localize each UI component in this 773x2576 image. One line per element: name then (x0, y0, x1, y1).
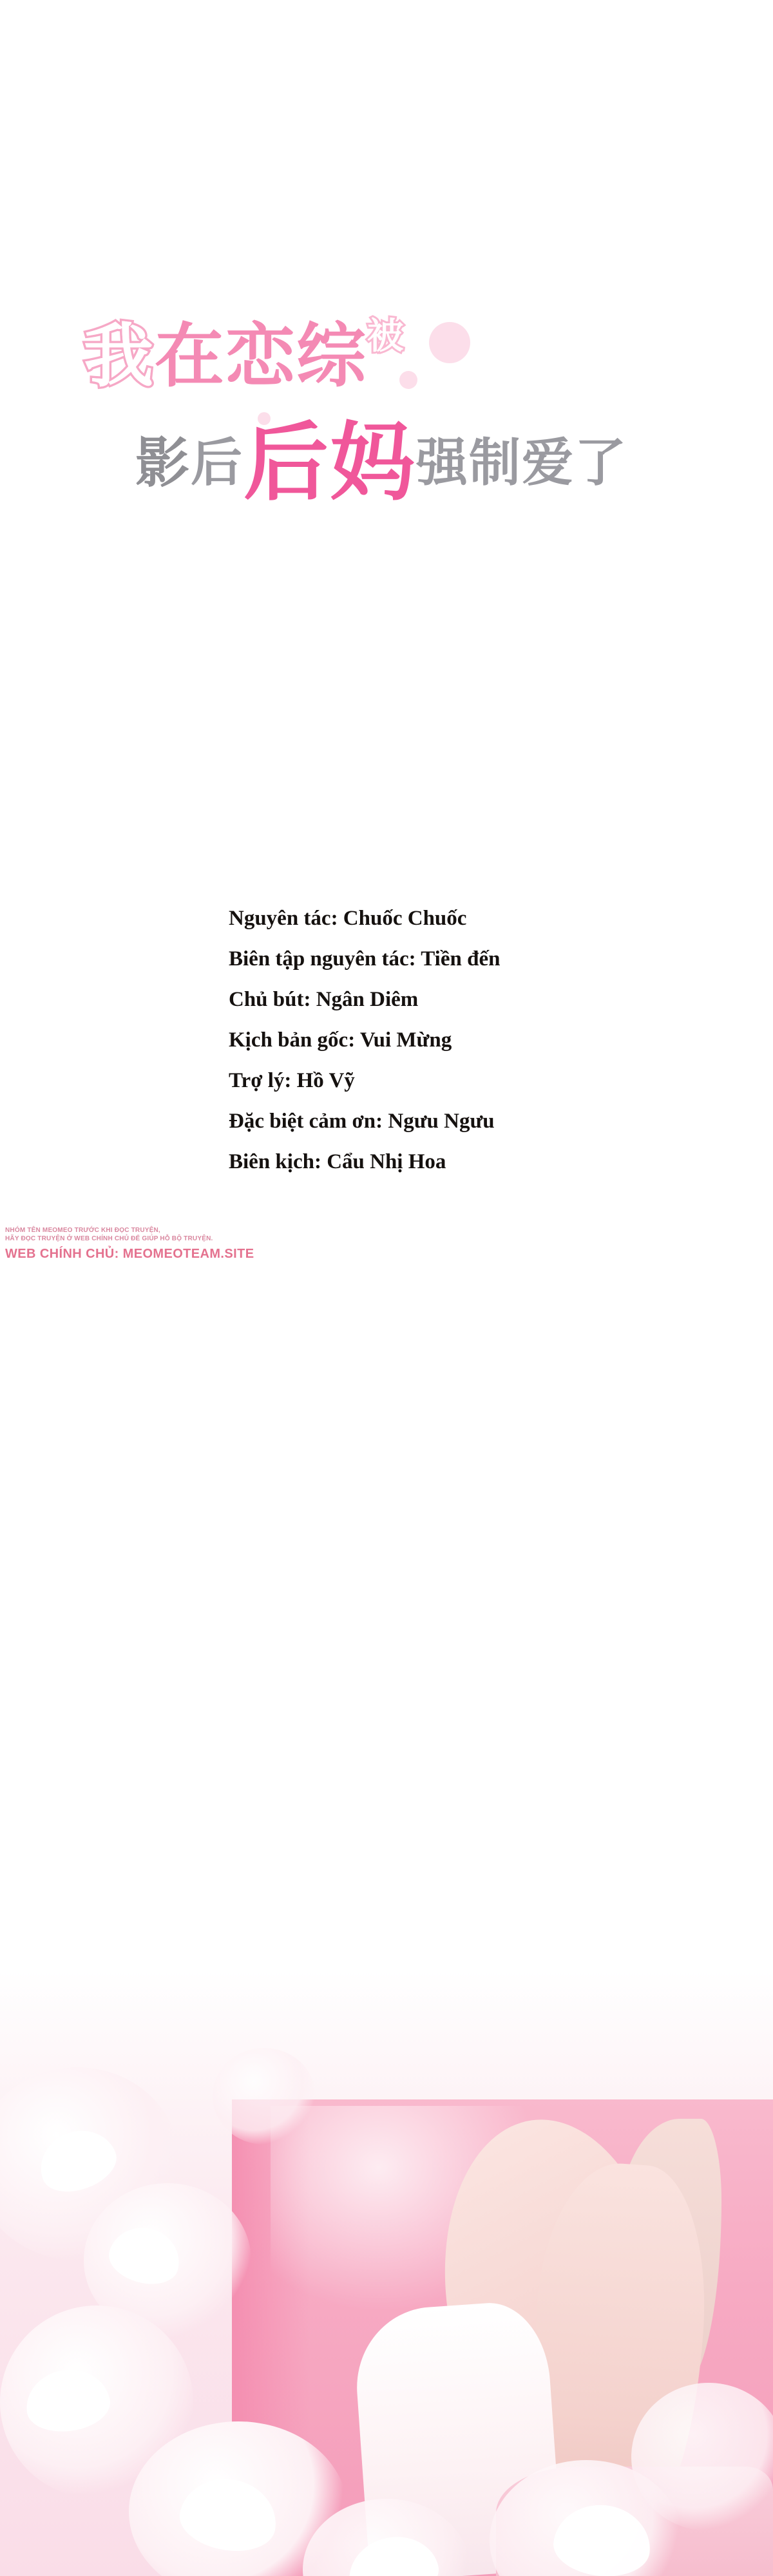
decorative-bubble-icon (429, 322, 470, 363)
credit-line: Trợ lý: Hồ Vỹ (229, 1069, 355, 1092)
credit-line: Kịch bản gốc: Vui Mừng (229, 1028, 452, 1052)
watermark-notice-line-1: NHÓM TÊN MEOMEO TRƯỚC KHI ĐỌC TRUYỆN, (5, 1227, 160, 1234)
title-char: 恋 (225, 316, 297, 397)
credits-block (229, 908, 615, 1192)
credit-line: Nguyên tác: Chuốc Chuốc (229, 907, 467, 930)
title-char: 综 (296, 316, 368, 397)
watermark-notice-line-2: HÃY ĐỌC TRUYỆN Ở WEB CHÍNH CHỦ ĐỂ GIÚP HỖ BỘ TRUYỆN. (5, 1235, 213, 1242)
credit-line: Chủ bút: Ngân Diêm (229, 988, 419, 1011)
title-char: 强 (416, 433, 470, 493)
flower-decoration (213, 2048, 316, 2145)
title-line-1 (84, 315, 405, 397)
illustration-panel (0, 1971, 773, 2576)
title-char: 在 (155, 316, 226, 397)
credit-line: Biên tập nguyên tác: Tiền đến (229, 947, 501, 971)
title-char: 妈 (330, 413, 417, 513)
title-char: 制 (469, 433, 522, 493)
title-char: 影 (135, 431, 191, 495)
title-char: 后 (243, 413, 330, 513)
title-char: 我 (84, 316, 155, 397)
watermark-site: WEB CHÍNH CHỦ: MEOMEOTEAM.SITE (5, 1247, 254, 1261)
title-char: 爱 (522, 433, 575, 493)
title-char: 被 (367, 315, 405, 357)
title-char: 了 (575, 433, 628, 493)
credit-line: Đặc biệt cảm ơn: Ngưu Ngưu (229, 1110, 495, 1133)
title-line-2 (135, 413, 628, 513)
title-char: 后 (191, 433, 244, 493)
credit-line: Biên kịch: Cẩu Nhị Hoa (229, 1150, 446, 1173)
title-logo (64, 309, 628, 580)
watermark-block (5, 1227, 366, 1262)
